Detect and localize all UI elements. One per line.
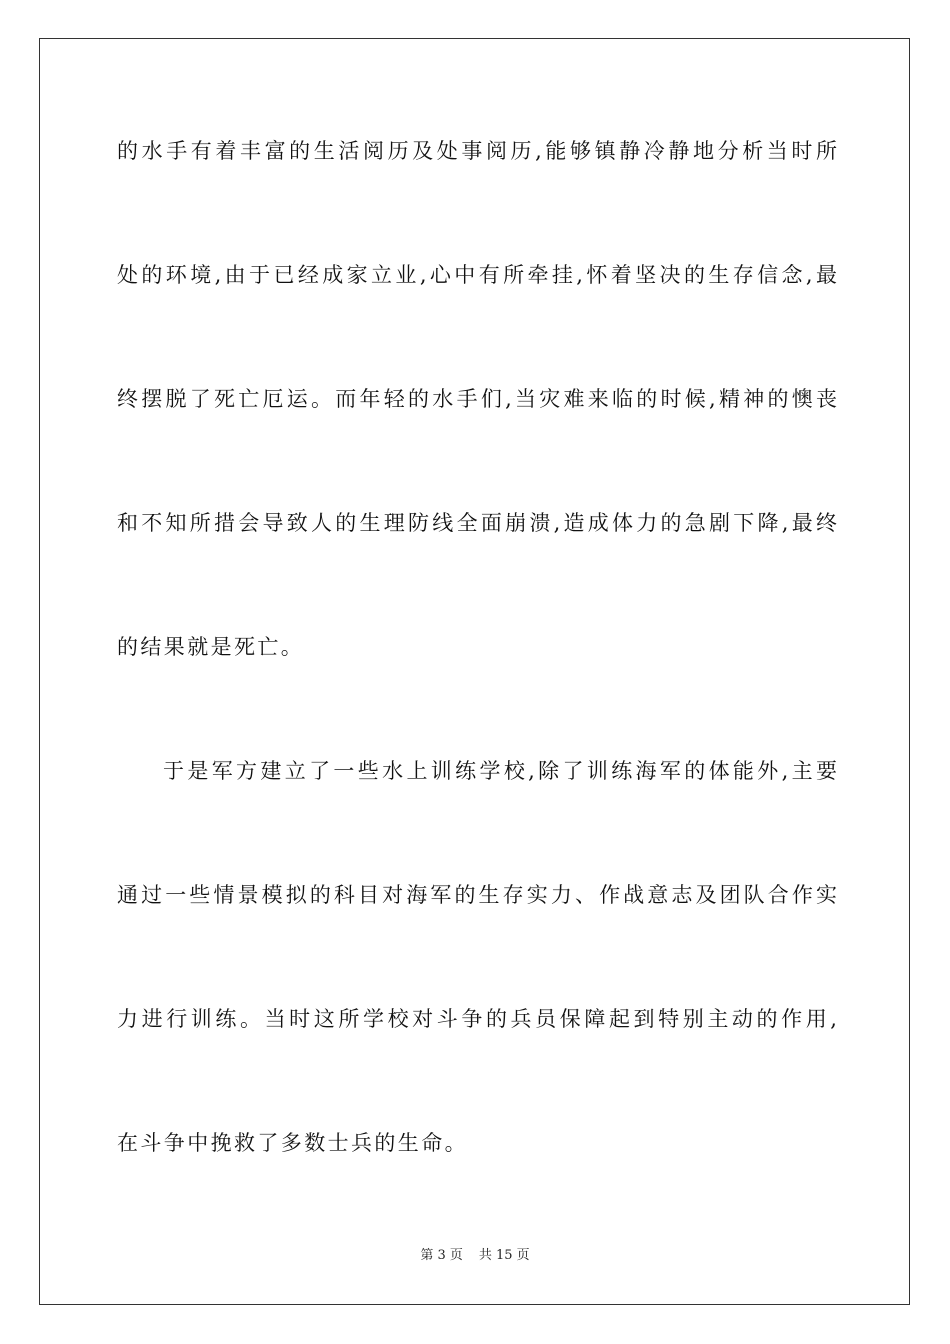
page-total: 共 15 页: [478, 1248, 530, 1263]
page-border: [39, 38, 910, 1305]
text-line: 在斗争中挽救了多数士兵的生命。: [117, 1131, 468, 1155]
text-line: 终摆脱了死亡厄运。而年轻的水手们,当灾难来临的时候,精神的懊丧: [117, 387, 837, 411]
text-line: 的水手有着丰富的生活阅历及处事阅历,能够镇静冷静地分析当时所: [117, 139, 837, 163]
text-line: 通过一些情景模拟的科目对海军的生存实力、作战意志及团队合作实: [117, 883, 837, 907]
text-line: 和不知所措会导致人的生理防线全面崩溃,造成体力的急剧下降,最终: [117, 511, 837, 535]
page-footer: [0, 1247, 950, 1265]
text-line: 力进行训练。当时这所学校对斗争的兵员保障起到特别主动的作用,: [117, 1007, 837, 1031]
text-line: 处的环境,由于已经成家立业,心中有所牵挂,怀着坚决的生存信念,最: [117, 263, 837, 287]
text-line: 的结果就是死亡。: [117, 635, 305, 659]
text-line: 于是军方建立了一些水上训练学校,除了训练海军的体能外,主要: [163, 759, 837, 783]
page-number: 第 3 页: [420, 1248, 463, 1263]
